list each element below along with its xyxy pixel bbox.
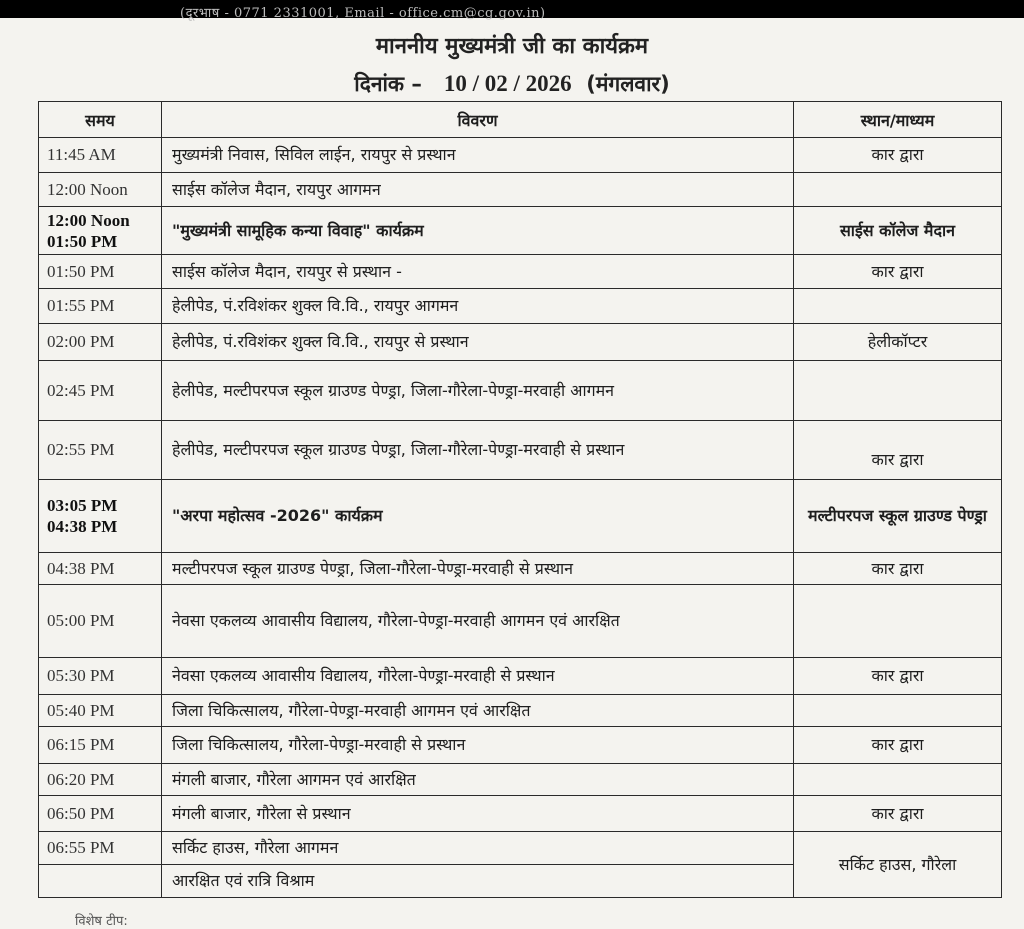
table-row xyxy=(39,727,1002,764)
column-header-time: समय xyxy=(39,102,162,138)
mode-cell: मल्टीपरपज स्कूल ग्राउण्ड पेण्ड्रा xyxy=(794,480,1002,553)
footer-note: विशेष टीप: xyxy=(75,914,128,929)
description-cell: नेवसा एकलव्य आवासीय विद्यालय, गौरेला-पेण्ड्रा-मरवाही आगमन एवं आरक्षित xyxy=(162,585,794,658)
column-header-mode: स्थान/माध्यम xyxy=(794,102,1002,138)
table-row xyxy=(39,289,1002,324)
description-cell: मुख्यमंत्री निवास, सिविल लाईन, रायपुर से प्रस्थान xyxy=(162,138,794,173)
mode-cell: सर्किट हाउस, गौरेला xyxy=(794,832,1002,898)
mode-cell xyxy=(794,764,1002,796)
time-cell: 04:38 PM xyxy=(39,553,162,585)
mode-cell: कार द्वारा xyxy=(794,796,1002,832)
mode-cell xyxy=(794,173,1002,207)
mode-cell: कार द्वारा xyxy=(794,421,1002,480)
description-cell: सर्किट हाउस, गौरेला आगमन xyxy=(162,832,794,865)
table-row xyxy=(39,480,1002,553)
time-cell: 06:50 PM xyxy=(39,796,162,832)
time-cell: 06:20 PM xyxy=(39,764,162,796)
time-cell: 02:00 PM xyxy=(39,324,162,361)
table-row xyxy=(39,138,1002,173)
date-value: 10 / 02 / 2026 xyxy=(443,71,572,96)
description-cell: साईस कॉलेज मैदान, रायपुर से प्रस्थान - xyxy=(162,255,794,289)
mode-cell xyxy=(794,289,1002,324)
mode-cell: कार द्वारा xyxy=(794,727,1002,764)
table-row xyxy=(39,207,1002,255)
mode-cell: हेलीकॉप्टर xyxy=(794,324,1002,361)
page-title: माननीय मुख्यमंत्री जी का कार्यक्रम xyxy=(375,34,649,59)
time-cell: 03:05 PM 04:38 PM xyxy=(39,480,162,553)
column-header-details: विवरण xyxy=(162,102,794,138)
description-cell: जिला चिकित्सालय, गौरेला-पेण्ड्रा-मरवाही आगमन एवं आरक्षित xyxy=(162,695,794,727)
time-cell: 06:55 PM xyxy=(39,832,162,865)
time-cell: 02:55 PM xyxy=(39,421,162,480)
mode-cell: कार द्वारा xyxy=(794,658,1002,695)
mode-cell xyxy=(794,585,1002,658)
description-cell: मंगली बाजार, गौरेला आगमन एवं आरक्षित xyxy=(162,764,794,796)
description-cell: हेलीपेड, मल्टीपरपज स्कूल ग्राउण्ड पेण्ड्रा, जिला-गौरेला-पेण्ड्रा-मरवाही आगमन xyxy=(162,361,794,421)
time-cell: 12:00 Noon 01:50 PM xyxy=(39,207,162,255)
table-row xyxy=(39,796,1002,832)
table-row xyxy=(39,421,1002,480)
table-row xyxy=(39,553,1002,585)
table-row xyxy=(39,585,1002,658)
time-cell: 05:40 PM xyxy=(39,695,162,727)
mode-cell: कार द्वारा xyxy=(794,553,1002,585)
table-header-row xyxy=(39,102,1002,138)
table-row xyxy=(39,832,1002,865)
description-cell: हेलीपेड, पं.रविशंकर शुक्ल वि.वि., रायपुर से प्रस्थान xyxy=(162,324,794,361)
time-cell: 12:00 Noon xyxy=(39,173,162,207)
schedule-table xyxy=(38,101,1002,898)
description-cell: मंगली बाजार, गौरेला से प्रस्थान xyxy=(162,796,794,832)
description-cell: जिला चिकित्सालय, गौरेला-पेण्ड्रा-मरवाही से प्रस्थान xyxy=(162,727,794,764)
date-line xyxy=(0,70,1024,98)
table-row xyxy=(39,173,1002,207)
description-cell: हेलीपेड, पं.रविशंकर शुक्ल वि.वि., रायपुर आगमन xyxy=(162,289,794,324)
description-cell: मल्टीपरपज स्कूल ग्राउण्ड पेण्ड्रा, जिला-गौरेला-पेण्ड्रा-मरवाही से प्रस्थान xyxy=(162,553,794,585)
table-row xyxy=(39,324,1002,361)
header-contact-line: (दूरभाष - 0771 2331001, Email - office.cm@cg.gov.in) xyxy=(180,6,546,21)
table-row xyxy=(39,255,1002,289)
time-cell xyxy=(39,865,162,898)
mode-cell: कार द्वारा xyxy=(794,255,1002,289)
table-row xyxy=(39,361,1002,421)
time-cell: 06:15 PM xyxy=(39,727,162,764)
time-cell: 01:50 PM xyxy=(39,255,162,289)
mode-cell: साईस कॉलेज मैदान xyxy=(794,207,1002,255)
description-cell: नेवसा एकलव्य आवासीय विद्यालय, गौरेला-पेण्ड्रा-मरवाही से प्रस्थान xyxy=(162,658,794,695)
mode-cell xyxy=(794,361,1002,421)
time-cell: 05:30 PM xyxy=(39,658,162,695)
day-label: (मंगलवार) xyxy=(586,72,670,96)
mode-cell: कार द्वारा xyxy=(794,138,1002,173)
time-cell: 05:00 PM xyxy=(39,585,162,658)
time-cell: 11:45 AM xyxy=(39,138,162,173)
mode-cell xyxy=(794,695,1002,727)
table-row xyxy=(39,764,1002,796)
table-row xyxy=(39,695,1002,727)
date-label: दिनांक – xyxy=(354,72,422,96)
description-cell: आरक्षित एवं रात्रि विश्राम xyxy=(162,865,794,898)
description-cell: साईस कॉलेज मैदान, रायपुर आगमन xyxy=(162,173,794,207)
time-cell: 02:45 PM xyxy=(39,361,162,421)
description-cell: हेलीपेड, मल्टीपरपज स्कूल ग्राउण्ड पेण्ड्रा, जिला-गौरेला-पेण्ड्रा-मरवाही से प्रस्थान xyxy=(162,421,794,480)
time-cell: 01:55 PM xyxy=(39,289,162,324)
description-cell: "अरपा महोत्सव -2026" कार्यक्रम xyxy=(162,480,794,553)
description-cell: "मुख्यमंत्री सामूहिक कन्या विवाह" कार्यक्रम xyxy=(162,207,794,255)
table-row xyxy=(39,658,1002,695)
